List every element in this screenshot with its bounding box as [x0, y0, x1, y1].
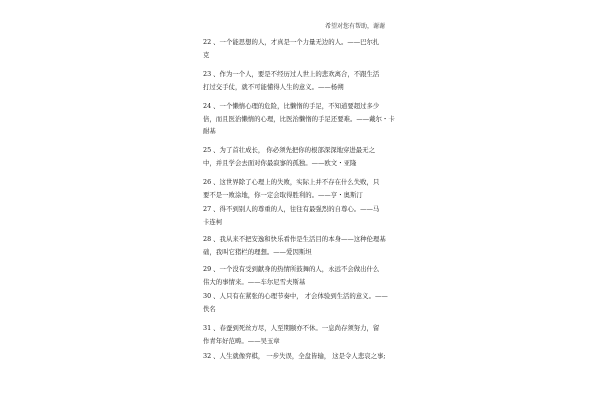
quote-28	[203, 233, 401, 258]
quote-22	[203, 36, 401, 61]
quote-line: 23 、作为一个人，要是不经历过人世上的悲欢离合，不跟生活	[203, 70, 380, 78]
quote-27	[203, 203, 401, 228]
quote-line: 础，我叫它猪栏的理想。——爱因斯坦	[203, 247, 312, 256]
quote-23	[203, 68, 401, 93]
quote-line: 中，并且学会去面对你最寂寥的孤独。——欧文・亚隆	[203, 158, 357, 167]
quote-line: 28 、我从来不把安逸和快乐看作是生活目的本身——这种伦理基	[203, 235, 386, 243]
quote-line: 伟大的事情来。——车尔尼雪夫斯基	[203, 277, 306, 286]
quote-line: 要不是一败涂地，你一定会取得胜利的。——亨・奥斯汀	[203, 190, 363, 199]
quote-line: 27 、得不到别人的尊重的人，往往有最强烈的自尊心。——马	[203, 205, 380, 213]
quote-line: 倍，而且医治懒惰的心理，比医治懒惰的手足还要难。——戴尔・卡	[203, 114, 395, 123]
quote-line: 作青年好范畴。——吴玉章	[203, 336, 280, 345]
quote-line: 打过交手仗，就不可能懂得人生的意义。——杨朔	[203, 82, 344, 91]
quote-31	[203, 322, 401, 347]
quote-line: 32 、人生就像弈棋， 一步失误，全盘皆输， 这是令人悲哀之事;	[203, 352, 386, 360]
quote-line: 26 、这世界除了心理上的失败，实际上并不存在什么失败，只	[203, 178, 380, 186]
quote-line: 克	[203, 50, 210, 59]
header-note: 希望对您有帮助，谢谢	[325, 23, 386, 30]
quote-line: 佚名	[203, 304, 216, 313]
quote-32	[203, 350, 401, 363]
quote-line: 卡连柯	[203, 217, 223, 226]
quote-line: 29 、一个没有受到献身的热情所鼓舞的人，永远不会做出什么	[203, 265, 380, 273]
quote-24	[203, 100, 401, 138]
quote-29	[203, 263, 401, 288]
quote-25	[203, 144, 401, 169]
quote-line: 22 、一个能思想的人，才真是一个力量无边的人。——巴尔扎	[203, 38, 380, 46]
quote-line: 25 、为了首壮成长， 你必须先把你的根部深深地穿进最无之	[203, 146, 375, 154]
quote-line: 30 、人只有在紧张的心理节奏中， 才会体验到生活的意义。——	[203, 292, 388, 300]
quote-line: 31 、春蚕到死丝方尽，人至期颐亦不休。一息尚存须努力，留	[203, 324, 380, 332]
quote-26	[203, 176, 401, 201]
quote-line: 24 、一个懒惰心理的危险，比懒惰的手足，不知道要超过多少	[203, 102, 380, 110]
quote-30	[203, 290, 401, 315]
quote-line: 耐基	[203, 127, 216, 135]
